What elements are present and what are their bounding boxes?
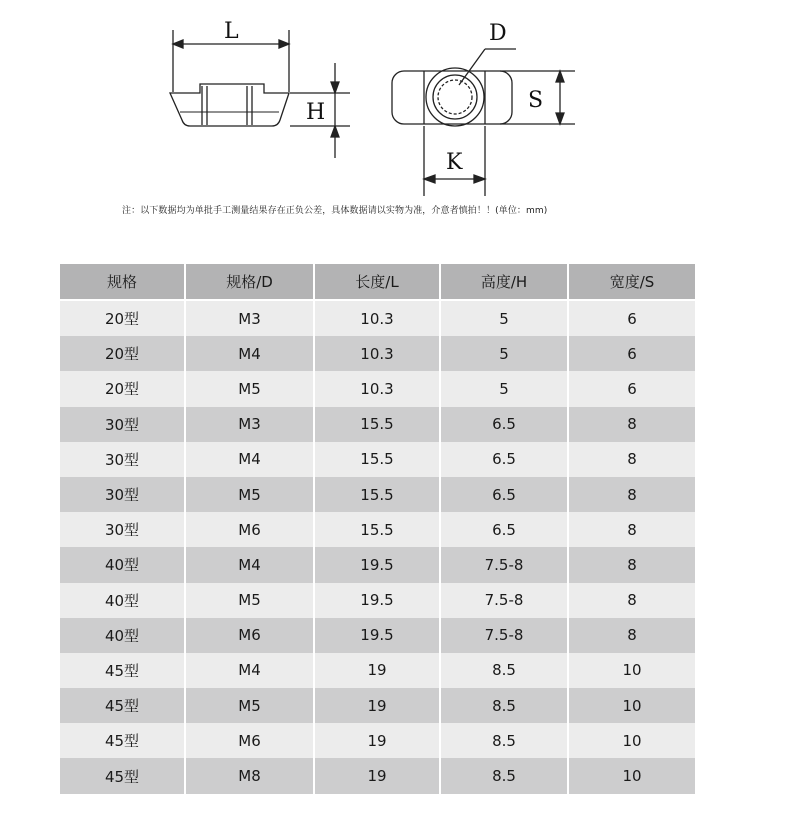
header-spec-d: 规格/D [185, 264, 314, 300]
label-height-h: H [306, 100, 326, 125]
tnut-dimension-diagram [0, 0, 790, 200]
cell-spec: 40型 [60, 547, 185, 582]
cell-width-s: 8 [568, 477, 695, 512]
table-row [60, 442, 695, 477]
cell-spec-d: M4 [185, 653, 314, 688]
table-row [60, 512, 695, 547]
cell-length-l: 19 [314, 688, 440, 723]
cell-length-l: 10.3 [314, 300, 440, 336]
cell-width-s: 6 [568, 371, 695, 406]
table-row [60, 723, 695, 758]
cell-height-h: 6.5 [440, 442, 568, 477]
table-row [60, 300, 695, 336]
cell-width-s: 10 [568, 688, 695, 723]
top-view-drawing [392, 49, 575, 196]
table-row [60, 688, 695, 723]
cell-width-s: 8 [568, 583, 695, 618]
cell-spec: 30型 [60, 442, 185, 477]
cell-spec: 30型 [60, 477, 185, 512]
table-row [60, 653, 695, 688]
cell-spec-d: M4 [185, 547, 314, 582]
cell-spec-d: M5 [185, 688, 314, 723]
cell-width-s: 10 [568, 758, 695, 793]
cell-spec-d: M6 [185, 618, 314, 653]
cell-length-l: 15.5 [314, 442, 440, 477]
cell-height-h: 5 [440, 371, 568, 406]
cell-spec-d: M5 [185, 583, 314, 618]
header-spec: 规格 [60, 264, 185, 300]
cell-spec-d: M6 [185, 723, 314, 758]
cell-width-s: 10 [568, 723, 695, 758]
cell-spec-d: M8 [185, 758, 314, 793]
cell-height-h: 8.5 [440, 688, 568, 723]
cell-height-h: 7.5-8 [440, 583, 568, 618]
cell-height-h: 6.5 [440, 407, 568, 442]
cell-spec: 45型 [60, 653, 185, 688]
cell-width-s: 8 [568, 407, 695, 442]
cell-length-l: 19 [314, 653, 440, 688]
side-view-drawing [170, 30, 350, 158]
cell-length-l: 15.5 [314, 477, 440, 512]
cell-spec-d: M3 [185, 300, 314, 336]
cell-spec: 30型 [60, 407, 185, 442]
cell-height-h: 6.5 [440, 477, 568, 512]
cell-width-s: 8 [568, 618, 695, 653]
table-header-row [60, 264, 695, 300]
table-row [60, 583, 695, 618]
table-row [60, 547, 695, 582]
cell-length-l: 15.5 [314, 407, 440, 442]
cell-spec-d: M4 [185, 442, 314, 477]
cell-spec-d: M5 [185, 477, 314, 512]
cell-length-l: 19.5 [314, 583, 440, 618]
table-row [60, 618, 695, 653]
header-length-l: 长度/L [314, 264, 440, 300]
table-row [60, 407, 695, 442]
cell-spec-d: M6 [185, 512, 314, 547]
cell-length-l: 10.3 [314, 336, 440, 371]
spec-table [60, 264, 695, 794]
measurement-note: 注：以下数据均为单批手工测量结果存在正负公差，具体数据请以实物为准，介意者慎拍！！(单位：mm) [122, 206, 548, 216]
label-width-s: S [528, 88, 544, 113]
header-width-s: 宽度/S [568, 264, 695, 300]
cell-height-h: 8.5 [440, 653, 568, 688]
cell-spec-d: M3 [185, 407, 314, 442]
cell-width-s: 10 [568, 653, 695, 688]
cell-spec-d: M5 [185, 371, 314, 406]
cell-spec: 40型 [60, 583, 185, 618]
cell-height-h: 6.5 [440, 512, 568, 547]
label-diameter-d: D [489, 21, 507, 46]
cell-length-l: 19.5 [314, 547, 440, 582]
cell-width-s: 8 [568, 512, 695, 547]
cell-length-l: 19 [314, 723, 440, 758]
table-row [60, 336, 695, 371]
table-row [60, 371, 695, 406]
cell-spec: 45型 [60, 758, 185, 793]
cell-spec: 40型 [60, 618, 185, 653]
cell-height-h: 7.5-8 [440, 547, 568, 582]
cell-spec: 45型 [60, 723, 185, 758]
cell-width-s: 8 [568, 547, 695, 582]
header-height-h: 高度/H [440, 264, 568, 300]
cell-spec: 30型 [60, 512, 185, 547]
cell-length-l: 15.5 [314, 512, 440, 547]
cell-height-h: 7.5-8 [440, 618, 568, 653]
cell-spec: 20型 [60, 300, 185, 336]
label-k: K [446, 150, 463, 175]
cell-height-h: 8.5 [440, 758, 568, 793]
cell-width-s: 8 [568, 442, 695, 477]
cell-height-h: 8.5 [440, 723, 568, 758]
table-row [60, 758, 695, 793]
cell-spec: 20型 [60, 371, 185, 406]
cell-spec: 45型 [60, 688, 185, 723]
table-body [60, 300, 695, 794]
label-length-l: L [224, 19, 239, 44]
cell-length-l: 19 [314, 758, 440, 793]
cell-width-s: 6 [568, 336, 695, 371]
cell-length-l: 19.5 [314, 618, 440, 653]
table-row [60, 477, 695, 512]
cell-height-h: 5 [440, 336, 568, 371]
cell-length-l: 10.3 [314, 371, 440, 406]
cell-spec: 20型 [60, 336, 185, 371]
cell-width-s: 6 [568, 300, 695, 336]
cell-height-h: 5 [440, 300, 568, 336]
cell-spec-d: M4 [185, 336, 314, 371]
